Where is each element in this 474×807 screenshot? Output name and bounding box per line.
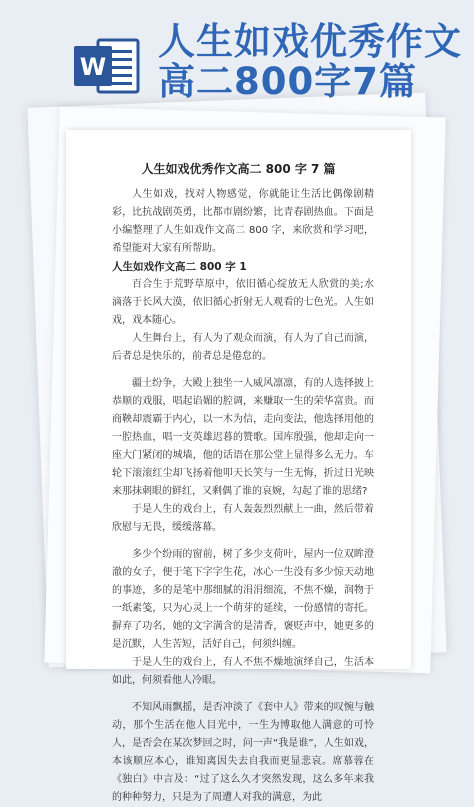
page-title xyxy=(158,22,468,102)
section-heading: 人生如戏作文高二 800 字 1 xyxy=(112,261,247,273)
body-paragraph: 不知风雨飘摇，是否冲淡了《套中人》带来的叹惋与触动，那个生活在他人目光中，一生为博取他人满意的可怜人，是否会在某次梦回之时，问一声“我是谁”，人生如戏，本该顺应本心，谁知离因失去自我而更显悲哀。席慕蓉在《独白》中言及：“过了这么久才突然发现，这么多年来我的种种努力，只是为了周遭人对我的满意，为此 xyxy=(112,702,374,803)
body-paragraph: 多少个纷雨的窗前，树了多少支荷叶，屋内一位双眸澄澈的女子，便于笔下字字生花，冰心一生没有多少惊天动地的事迹，多的是笔中那细腻的涓涓细流，不焦不燥，润物于一纸素笺，只为心灵上一个萌芽的延续，一份感情的寄托。摒弃了功名，她的文字满含的是清香，褒贬声中，她更多的是沉默，人生苦短，活好自己，何须纠缠。 xyxy=(112,549,374,650)
body-paragraph: 百合生于荒野草原中，依旧循心绽放无人欣赏的美;水滴落于长风大漠，依旧循心折射无人观看的七色光。人生如戏，戏本随心。 xyxy=(112,279,374,326)
word-logo-letter: W xyxy=(79,53,107,81)
body-paragraph: 人生舞台上，有人为了观众而演，有人为了自己而演，后者总是快乐的，前者总是倦怠的。 xyxy=(112,333,374,362)
intro-paragraph: 人生如戏，找对人物感觉，你就能让生活比偶像剧精彩，比抗战剧英勇，比都市剧纷繁，比青春剧热血。下面是小编整理了人生如戏作文高二 800 字，来欣赏和学习吧，希望能对大家有所帮助。 xyxy=(112,189,374,254)
title-line-1: 人生如戏优秀作文 xyxy=(158,20,462,63)
body-paragraph: 疆土纷争，大殿上独坐一人威风凛凛，有的人选择披上恭顺的戏服，唱起谄媚的腔调，来赚取一生的荣华富贵。而商鞅却震霸于内心，以一木为信，走向变法，他选择用他的一腔热血，唱一支英雄迟暮的赞歌。国库殷强，他却走向一座大门紧闭的城墙，他的话语在那公堂上显得多么无力。车轮下滚滚红尘却飞扬着他叩天长笑与一生无悔，折过日光映来那抹刺眼的鲜红，又剩偶了谁的哀婉，勾起了谁的思绪? xyxy=(112,378,374,497)
document-page xyxy=(66,130,411,803)
document-body xyxy=(112,186,374,807)
body-paragraph: 于是人生的戏台上，有人不焦不燥地演绎自己，生活本如此，何须看他人冷眼。 xyxy=(112,657,374,686)
header-banner xyxy=(0,0,474,110)
word-icon xyxy=(72,36,142,96)
title-line-2: 高二800字7篇 xyxy=(158,60,417,103)
body-paragraph: 于是人生的戏台上，有人轰轰烈烈献上一曲，然后带着欣慰与无畏，缓缓落幕。 xyxy=(112,504,374,533)
document-title: 人生如戏优秀作文高二 800 字 7 篇 xyxy=(141,162,336,176)
